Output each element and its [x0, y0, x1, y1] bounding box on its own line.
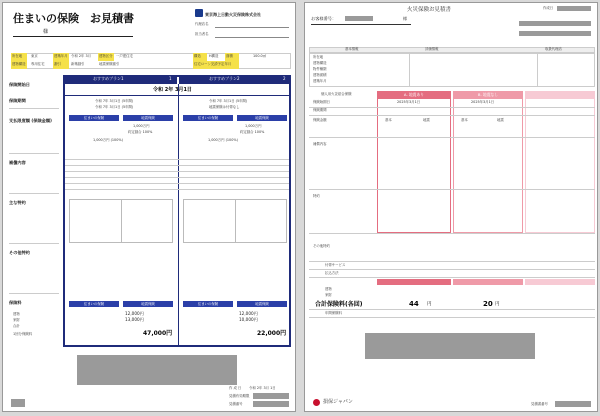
- created-label: 作成日: [543, 6, 554, 10]
- area-label: 面積: [226, 54, 233, 58]
- plan-b-date: 2025年3月1日: [471, 100, 495, 104]
- plan1-label: おすすめプラン1: [93, 76, 124, 81]
- plan-c-subheader: [525, 279, 595, 285]
- footer-validity-label: 見積有効期限: [229, 394, 250, 398]
- annual-premium-label: 年間保険料: [325, 311, 342, 315]
- footer-created-label: 作 成 日: [229, 386, 242, 390]
- plan2-quake-button[interactable]: 地震保険: [237, 115, 287, 121]
- section-limit: 支払限度額 (保険金額): [9, 118, 52, 123]
- building-type-label: 建物区分: [99, 54, 113, 58]
- plan-b-basic-label: 基本: [461, 118, 468, 122]
- plan-c-column: [525, 98, 595, 233]
- customer-number-label: お客様番号：: [311, 16, 337, 21]
- row-riders: 特約: [313, 194, 320, 198]
- plan-b-header[interactable]: B. 地震なし: [453, 91, 523, 98]
- row-year: 建築年月: [313, 79, 327, 83]
- row-area: 建物面積: [313, 73, 327, 77]
- riders-split: [235, 199, 236, 243]
- coverage-row: [65, 183, 289, 184]
- table-row: [309, 233, 595, 234]
- table-row: [309, 317, 595, 318]
- agent-underline: [215, 27, 289, 28]
- section-premium: 保険料: [9, 300, 22, 305]
- plan2-premium-building: 12,000円: [239, 311, 258, 316]
- section-other-riders: その他特約: [9, 250, 30, 255]
- staff-label: 担当者名: [195, 32, 209, 36]
- grand-total-b: 20: [483, 300, 493, 308]
- premium-building-label: 建物: [13, 312, 20, 316]
- plan1-period: 令和 7年 3月1日 (5年間): [95, 99, 134, 103]
- row-period: 保険期間: [313, 108, 327, 112]
- plan2-premium-quake-button[interactable]: 地震保険: [237, 301, 287, 307]
- plan2-period: 令和 7年 3月1日 (5年間): [209, 99, 248, 103]
- quote-document-left: [2, 2, 296, 412]
- redacted-block: [365, 333, 535, 359]
- section-start-date: 保険開始日: [9, 82, 30, 87]
- date-underline: [65, 95, 289, 96]
- plan-b-quake-label: 地震: [497, 118, 504, 122]
- plan-start-date: 令和 2年 3月1日: [153, 87, 192, 93]
- plan-a-date: 2025年3月1日: [397, 100, 421, 104]
- divider: [9, 153, 59, 154]
- location-value: 東京: [31, 54, 38, 58]
- total-contents-label: 家財: [325, 293, 332, 297]
- premium-contents-label: 家財: [13, 318, 20, 322]
- plan2-label: おすすめプラン2: [209, 76, 240, 81]
- plan-a-header[interactable]: A. 地震あり: [377, 91, 451, 98]
- agent-split: [537, 53, 538, 87]
- table-row: [309, 261, 595, 262]
- eq-discount-label: 地震保険割引: [99, 62, 120, 66]
- quote-document-right: [304, 2, 598, 412]
- brand-name: 損保ジャパン: [323, 399, 353, 405]
- plan1-amount1: 1,000万円: [133, 124, 150, 128]
- eval-split: [409, 53, 410, 87]
- build-year-value: 令和 2年 3月: [71, 54, 92, 58]
- area-value: 100.0㎡: [253, 54, 267, 58]
- redacted-block: [557, 6, 591, 11]
- table-row: [309, 309, 595, 310]
- plan2-premium-total: 22,000円: [257, 330, 287, 337]
- plan2-amount1: 1,000万円: [245, 124, 262, 128]
- footer-number-label: 見積書番号: [531, 402, 548, 406]
- redacted-block: [253, 393, 289, 399]
- recipient-underline: [311, 24, 411, 25]
- row-other-riders: その他特約: [313, 244, 330, 248]
- discount-label: 割引: [54, 62, 61, 66]
- redacted-block: [11, 399, 25, 407]
- table-row: [309, 107, 595, 108]
- plan-b-subheader: [453, 279, 523, 285]
- plan-header: 個人用火災総合保険: [321, 92, 352, 96]
- redacted-block: [77, 355, 237, 385]
- redacted-block: [345, 16, 373, 21]
- table-row: [309, 269, 595, 270]
- plan2-premium-home-button[interactable]: 住まいの保険: [183, 301, 233, 307]
- brand-logo-icon: [313, 399, 320, 406]
- basic-info-header: 基本情報: [345, 47, 359, 51]
- coverage-row: [65, 177, 289, 178]
- plan-c-header[interactable]: [525, 91, 595, 98]
- coverage-row: [65, 165, 289, 166]
- eval-info-header: 評価情報: [425, 47, 439, 51]
- plan1-premium-building: 12,000円: [125, 311, 144, 316]
- table-row: [309, 189, 595, 190]
- plan1-amount2: 約定割合 100%: [128, 130, 153, 134]
- document-title: 住まいの保険 お見積書: [13, 12, 134, 25]
- agent-header: 取扱代理店: [545, 47, 562, 51]
- service-label: 付帯サービス: [325, 263, 346, 267]
- row-amount: 保険金額: [313, 118, 327, 122]
- divider: [9, 108, 59, 109]
- plan2-premium-contents: 10,000円: [239, 317, 258, 322]
- plan1-premium-total: 47,000円: [143, 330, 173, 337]
- section-period: 保険期間: [9, 98, 26, 103]
- doc-title: 火災保険お見積書: [407, 7, 452, 13]
- plan1-period2: 令和 7年 3月1日 (5年間): [95, 105, 134, 109]
- grand-total-b-yen: 円: [495, 302, 500, 307]
- loan-label: 住宅ローン完済予定年月: [194, 62, 232, 66]
- company-logo-icon: [195, 9, 203, 17]
- table-row: [309, 115, 595, 116]
- row-start-date: 保険始期日: [313, 100, 330, 104]
- table-row: [309, 137, 595, 138]
- row-structure: 建物構造: [313, 61, 327, 65]
- row-coverage: 補償内容: [313, 142, 327, 146]
- redacted-block: [253, 401, 289, 407]
- recipient-underline: [13, 36, 133, 37]
- info-box: [309, 53, 595, 87]
- building-structure-label: 建物構造: [12, 62, 26, 66]
- payment-label: 払込方法: [325, 271, 339, 275]
- plan1-amount3: 1,000万円 (100%): [93, 138, 123, 142]
- grand-total-a: 44: [409, 300, 419, 308]
- plan2-amount2: 約定割合 100%: [240, 130, 265, 134]
- total-building-label: 建物: [325, 287, 332, 291]
- recipient-suffix: 様: [43, 29, 49, 35]
- row-location: 所在地: [313, 55, 324, 59]
- discount-value: 新築割引: [71, 62, 85, 66]
- staff-underline: [215, 37, 289, 38]
- plans-divider: [178, 84, 179, 347]
- recipient-suffix: 様: [403, 16, 408, 21]
- plan-a-basic-label: 基本: [385, 118, 392, 122]
- divider: [9, 193, 59, 194]
- plan2-number: 2: [283, 76, 286, 81]
- building-type-value: 一戸建住宅: [116, 54, 133, 58]
- premium-installment-label: 1回分保険料: [13, 332, 33, 336]
- divider: [9, 243, 59, 244]
- coverage-row: [65, 159, 289, 160]
- table-row: [309, 277, 595, 278]
- plan2-period2: 地震保険は付帯なし: [209, 105, 240, 109]
- plan1-premium-home-button[interactable]: 住まいの保険: [69, 301, 119, 307]
- grand-total-label: 合計保険料(各回): [315, 301, 363, 308]
- plan1-number: 1: [169, 76, 172, 81]
- structure-value: H構造: [209, 54, 219, 58]
- agent-label: 代理店名: [195, 22, 209, 26]
- premium-total-label: 合計: [13, 324, 20, 328]
- redacted-block: [555, 401, 591, 407]
- plan1-premium-contents: 13,000円: [125, 317, 144, 322]
- coverage-row: [65, 171, 289, 172]
- plan1-home-button[interactable]: 住まいの保険: [69, 115, 119, 121]
- grand-total-a-yen: 円: [427, 302, 432, 307]
- coverage-row: [65, 189, 289, 190]
- build-year-label: 建築年月: [54, 54, 68, 58]
- redacted-block: [519, 31, 591, 36]
- plan2-amount3: 1,000万円 (100%): [208, 138, 238, 142]
- building-structure-value: 専用住宅: [31, 62, 45, 66]
- footer-created-date: 令和 2年 3月 1日: [249, 386, 276, 390]
- company-name: 東京海上日動火災保険株式会社: [205, 12, 261, 17]
- plan-a-subheader: [377, 279, 451, 285]
- plan1-premium-quake-button[interactable]: 地震保険: [123, 301, 173, 307]
- footer-number-label: 見積番号: [229, 402, 243, 406]
- riders-split: [121, 199, 122, 243]
- location-label: 所在地: [12, 54, 23, 58]
- section-coverage: 補償内容: [9, 160, 26, 165]
- row-type: 物件種類: [313, 67, 327, 71]
- redacted-block: [519, 21, 591, 26]
- section-main-riders: 主な特約: [9, 200, 26, 205]
- plan-a-quake-label: 地震: [423, 118, 430, 122]
- structure-label: 構造: [194, 54, 201, 58]
- plan1-quake-button[interactable]: 地震保険: [123, 115, 173, 121]
- plan2-home-button[interactable]: 住まいの保険: [183, 115, 233, 121]
- divider: [9, 293, 59, 294]
